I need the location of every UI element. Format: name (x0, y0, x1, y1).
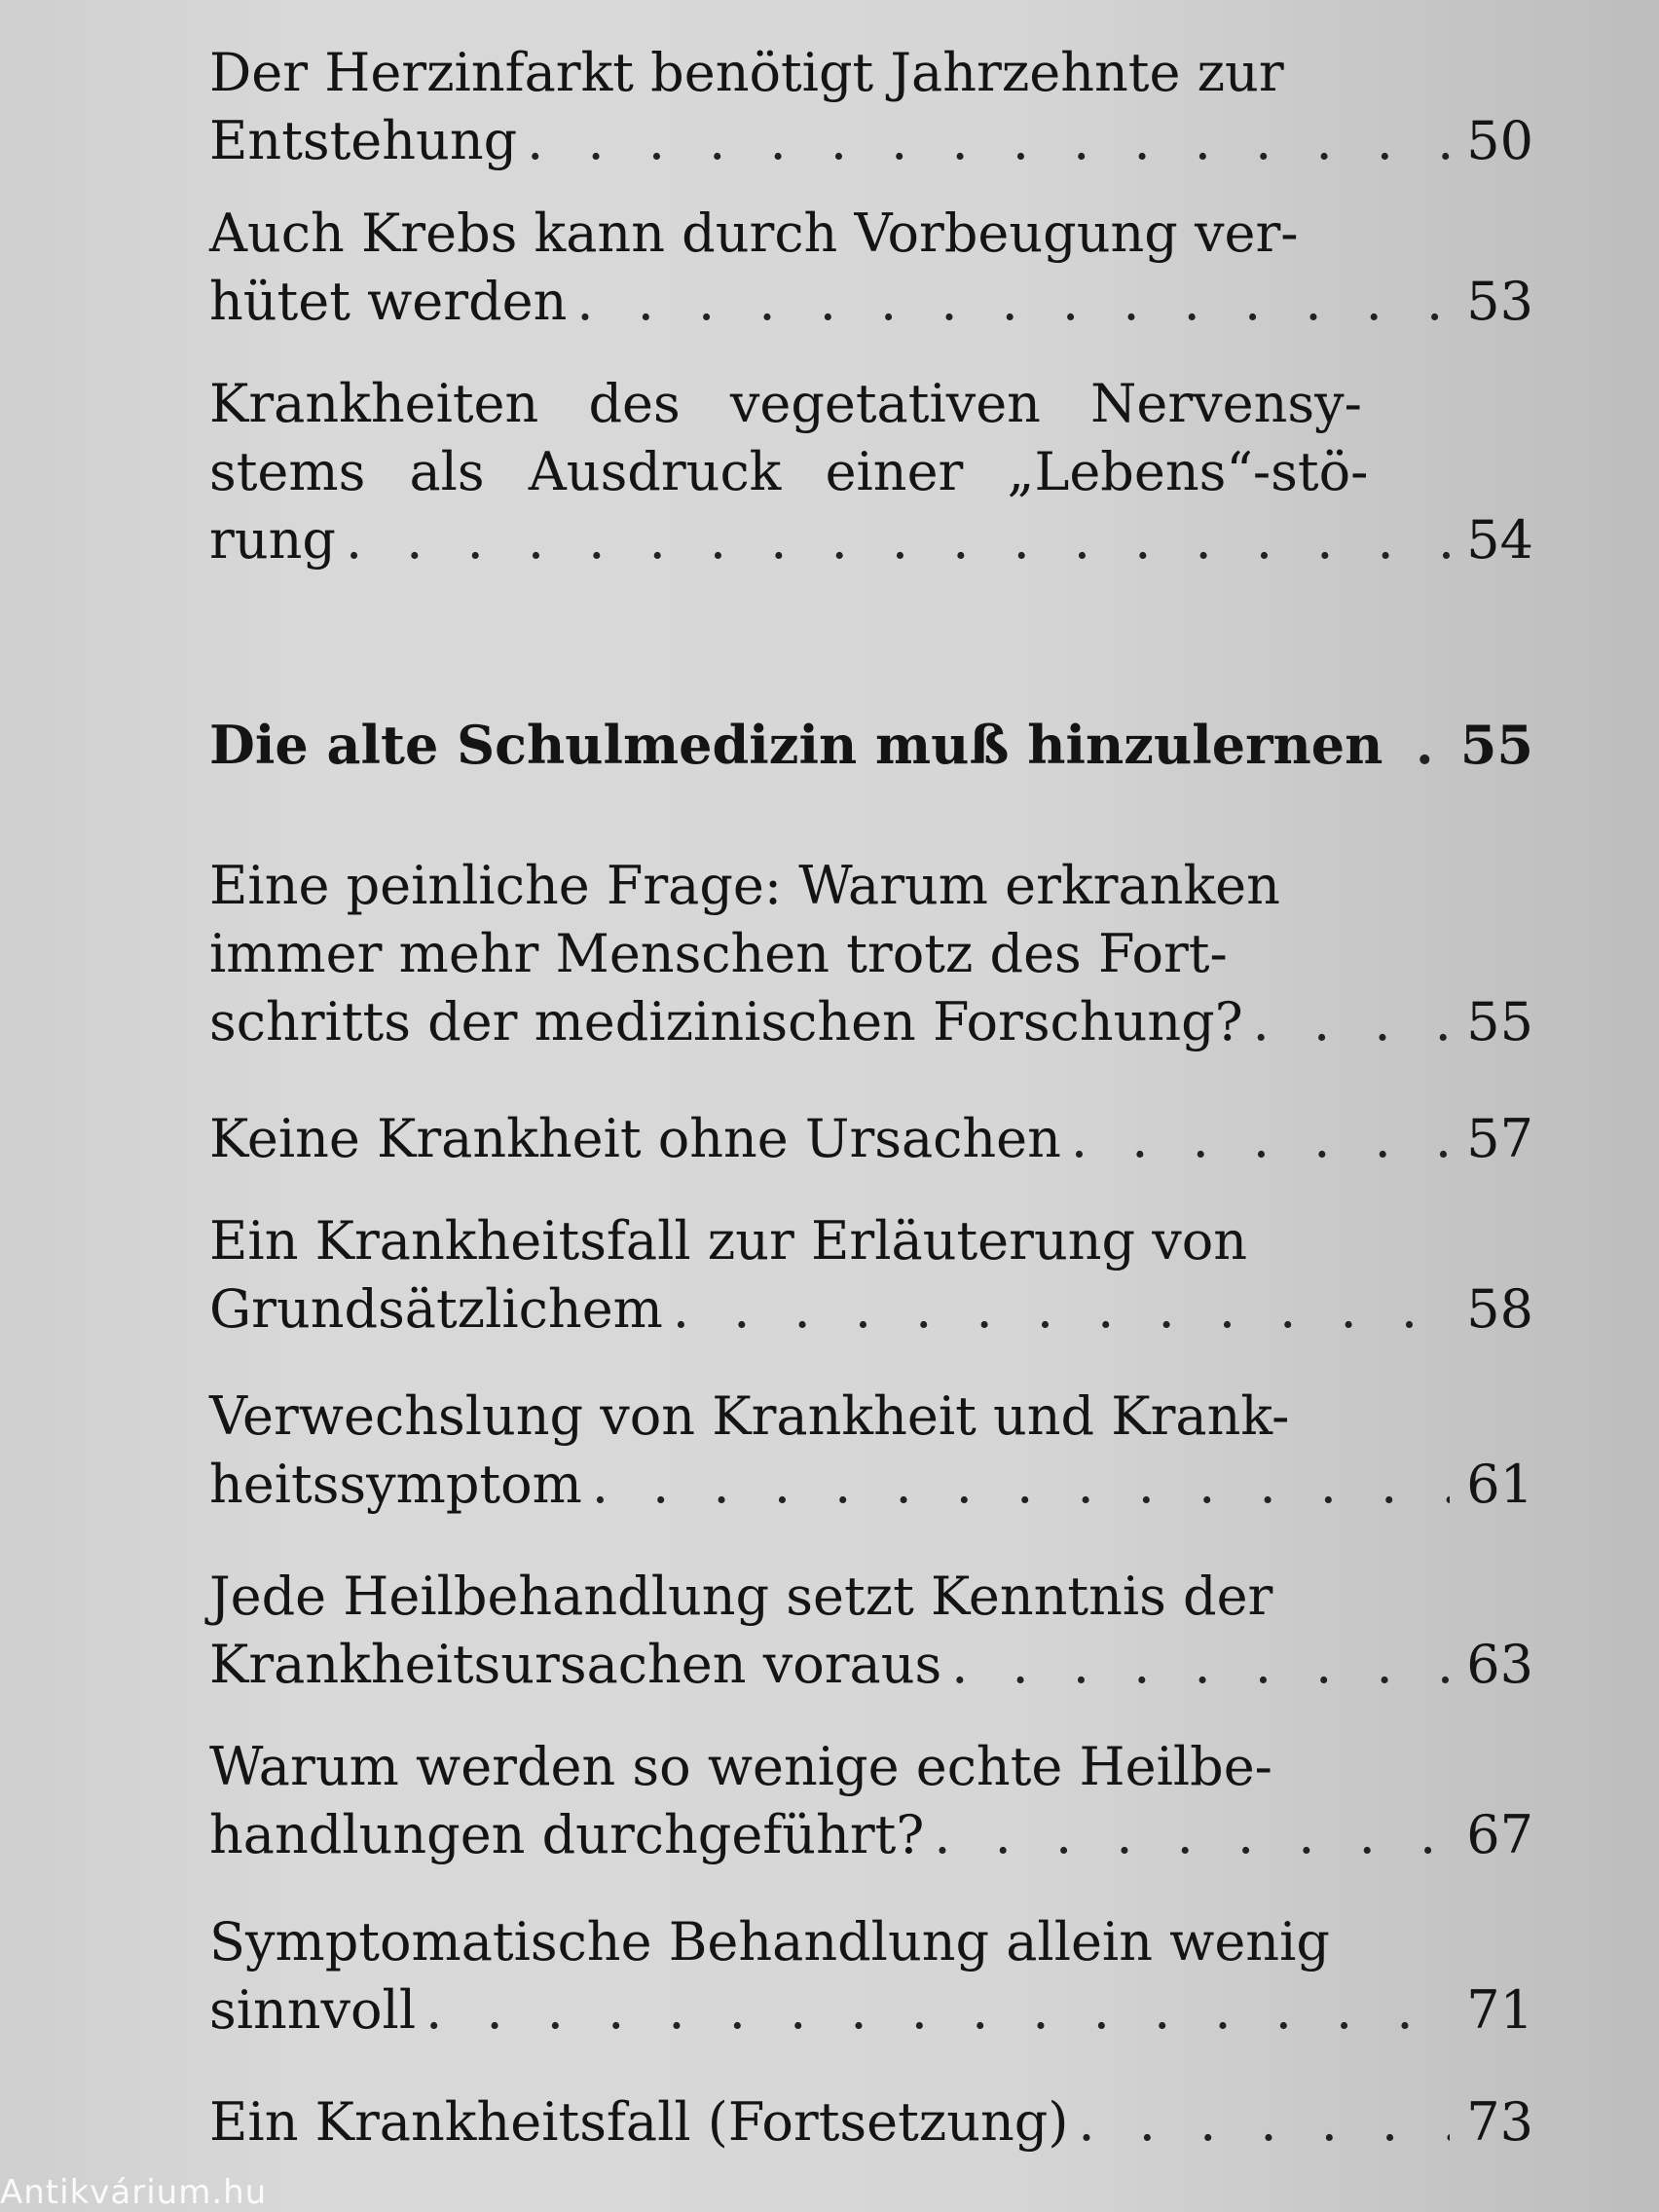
toc-entry-last-line (209, 1451, 1533, 1519)
toc-entry (209, 852, 1533, 1056)
toc-page-number: 57 (1466, 1108, 1533, 1169)
toc-entry-line: Eine peinliche Frage: Warum erkranken (209, 855, 1280, 916)
dot-leader (934, 1801, 1450, 1869)
toc-entry (209, 1908, 1533, 2045)
toc-entry-last-line (209, 2088, 1533, 2157)
toc-entry-line: stems als Ausdruck einer „Lebens“-stö- (209, 441, 1369, 502)
toc-entry-last-line (209, 268, 1533, 336)
toc-entry-line: rung (209, 509, 336, 571)
dot-leader (1078, 2088, 1450, 2157)
toc-page-number: 67 (1466, 1804, 1533, 1865)
toc-entry (209, 39, 1533, 175)
toc-entry-line: immer mehr Menschen trotz des Fort- (209, 923, 1228, 984)
toc-entry-line: hütet werden (209, 271, 568, 332)
toc-entry-line: Keine Krankheit ohne Ursachen (209, 1108, 1061, 1169)
toc-entry-last-line (209, 1976, 1533, 2045)
toc-entry-last-line (209, 1275, 1533, 1344)
toc-entry-line: Krankheiten des vegetativen Nervensy- (209, 373, 1362, 434)
toc-entry (209, 370, 1533, 574)
toc-entry (209, 1563, 1533, 1699)
toc-page-number: 63 (1466, 1634, 1533, 1695)
dot-leader (1253, 988, 1450, 1056)
toc-entry-line: Jede Heilbehandlung setzt Kenntnis der (209, 1566, 1273, 1627)
toc-page-number: 71 (1466, 1979, 1533, 2041)
toc-entry-last-line (209, 1631, 1533, 1699)
toc-entry-line: Entstehung (209, 110, 518, 171)
toc-page-number: 53 (1466, 271, 1533, 332)
toc-page-number: 50 (1466, 110, 1533, 171)
toc-page-number: 54 (1466, 509, 1533, 571)
dot-leader (1416, 711, 1445, 779)
toc-section-heading (209, 711, 1533, 779)
toc-entry-line: schritts der medizinischen Forschung? (209, 991, 1243, 1052)
toc-entry-line: Ein Krankheitsfall (Fortsetzung) (209, 2091, 1069, 2153)
toc-entry-line: Warum werden so wenige echte Heilbe- (209, 1736, 1272, 1797)
toc-entry (209, 1382, 1533, 1519)
toc-entry-last-line (209, 506, 1533, 574)
toc-entry-line: Auch Krebs kann durch Vorbeugung ver- (209, 203, 1299, 264)
toc-page-number: 55 (1466, 991, 1533, 1052)
toc-entry-last-line (209, 988, 1533, 1056)
toc-page-number: 61 (1466, 1454, 1533, 1515)
toc-entry-line: Krankheitsursachen voraus (209, 1634, 942, 1695)
toc-page-number: 55 (1459, 714, 1533, 776)
toc-entry-last-line (209, 1801, 1533, 1869)
toc-entry-line: Symptomatische Behandlung allein wenig (209, 1911, 1330, 1972)
toc-page-number: 58 (1466, 1278, 1533, 1340)
dot-leader (592, 1451, 1450, 1519)
watermark: Antikvárium.hu (0, 2173, 268, 2212)
dot-leader (346, 506, 1450, 574)
toc-entry (209, 200, 1533, 336)
toc-entry-last-line (209, 711, 1533, 779)
toc-entry-line: heitssymptom (209, 1454, 582, 1515)
toc-entry (209, 1105, 1533, 1173)
toc-entry-line: Ein Krankheitsfall zur Erläuterung von (209, 1210, 1248, 1272)
toc-entry-last-line (209, 1105, 1533, 1173)
dot-leader (951, 1631, 1450, 1699)
toc-entry-line: Verwechslung von Krankheit und Krank- (209, 1385, 1290, 1447)
toc-entry (209, 1207, 1533, 1344)
toc-entry-line: Der Herzinfarkt benötigt Jahrzehnte zur (209, 42, 1284, 103)
dot-leader (425, 1976, 1450, 2045)
dot-leader (1071, 1105, 1450, 1173)
toc-entry (209, 1733, 1533, 1869)
toc-entry-line: handlungen durchgeführt? (209, 1804, 925, 1865)
toc-entry-line: Grundsätzlichem (209, 1278, 663, 1340)
toc-section-title: Die alte Schulmedizin muß hinzulernen (209, 714, 1383, 776)
toc-entry (209, 2088, 1533, 2157)
toc-entry-line: sinnvoll (209, 1979, 417, 2041)
toc-page-number: 73 (1466, 2091, 1533, 2153)
toc-entry-last-line (209, 107, 1533, 175)
dot-leader (673, 1275, 1450, 1344)
dot-leader (527, 107, 1450, 175)
dot-leader (576, 268, 1450, 336)
